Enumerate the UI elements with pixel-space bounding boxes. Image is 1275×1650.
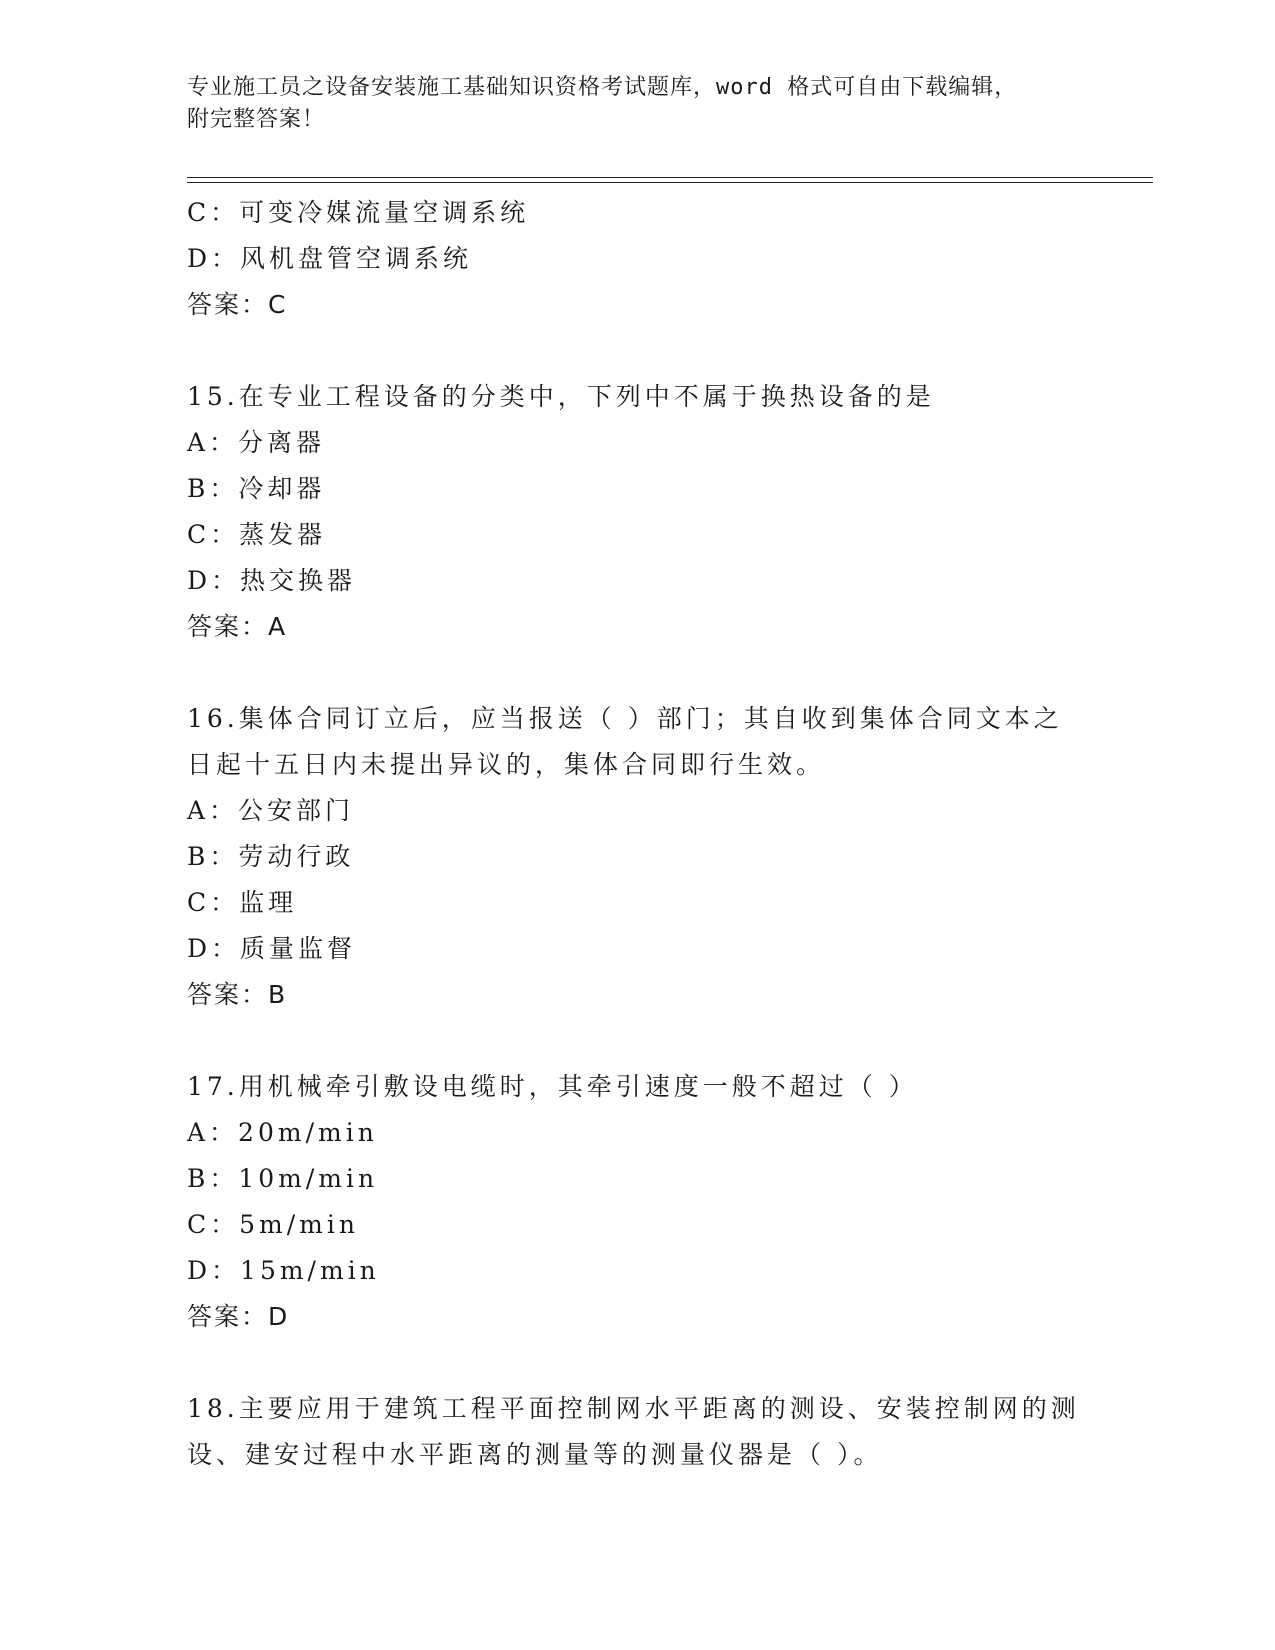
answer-line: 答案：D [187, 1302, 290, 1331]
question-stem-line-2: 设、建安过程中水平距离的测量等的测量仪器是（ ）。 [187, 1440, 883, 1469]
header-line-1: 专业施工员之设备安装施工基础知识资格考试题库，word 格式可自由下载编辑， [187, 75, 1018, 100]
option-d: D：热交换器 [187, 566, 357, 595]
spacer [187, 1018, 1087, 1064]
header-line-2: 附完整答案！ [187, 107, 326, 132]
option-d: D：15m/min [187, 1256, 380, 1285]
option-a: A：分离器 [187, 428, 326, 457]
option-d: D：风机盘管空调系统 [187, 244, 473, 273]
question-15 [187, 374, 1087, 650]
spacer [187, 328, 1087, 374]
option-d: D：质量监督 [187, 934, 357, 963]
question-list [187, 190, 1087, 1478]
document-header [187, 72, 1067, 136]
spacer [187, 650, 1087, 696]
question-18 [187, 1386, 1087, 1478]
question-stem-line-1: 18.主要应用于建筑工程平面控制网水平距离的测设、安装控制网的测 [187, 1394, 1080, 1423]
header-divider-top [187, 177, 1153, 178]
question-stem: 15.在专业工程设备的分类中，下列中不属于换热设备的是 [187, 382, 935, 411]
question-stem-line-1: 16.集体合同订立后，应当报送（ ）部门；其自收到集体合同文本之 [187, 704, 1063, 733]
option-a: A：公安部门 [187, 796, 355, 825]
question-stem: 17.用机械牵引敷设电缆时，其牵引速度一般不超过（ ） [187, 1072, 918, 1101]
option-c: C：监理 [187, 888, 298, 917]
option-b: B：冷却器 [187, 474, 326, 503]
question-stem-line-2: 日起十五日内未提出异议的，集体合同即行生效。 [187, 750, 826, 779]
question-16 [187, 696, 1087, 1018]
option-c: C：5m/min [187, 1210, 359, 1239]
answer-line: 答案：B [187, 980, 288, 1009]
option-b: B：劳动行政 [187, 842, 355, 871]
option-b: B：10m/min [187, 1164, 379, 1193]
spacer [187, 1340, 1087, 1386]
answer-line: 答案：C [187, 290, 288, 319]
option-c: C：可变冷媒流量空调系统 [187, 198, 530, 227]
answer-line: 答案：A [187, 612, 288, 641]
header-divider-bottom [187, 182, 1153, 183]
option-c: C：蒸发器 [187, 520, 327, 549]
option-a: A：20m/min [187, 1118, 378, 1147]
question-17 [187, 1064, 1087, 1340]
question-14-continuation [187, 190, 1087, 328]
